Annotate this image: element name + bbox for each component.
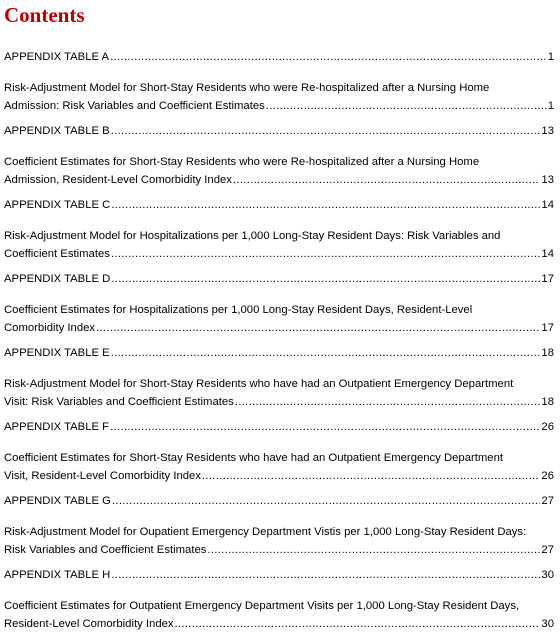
page-number: 18 xyxy=(541,347,554,359)
toc-entry-text: APPENDIX TABLE E xyxy=(4,347,110,359)
toc-entry-row xyxy=(4,393,554,411)
dot-leader xyxy=(111,245,541,263)
toc-entry[interactable] xyxy=(4,301,554,337)
toc-entry-text: Admission: Risk Variables and Coefficient Estimates xyxy=(4,100,265,112)
dot-leader xyxy=(111,270,540,288)
toc-entry[interactable] xyxy=(4,122,554,140)
toc-entry[interactable] xyxy=(4,344,554,362)
toc-entry-text: APPENDIX TABLE A xyxy=(4,51,110,63)
dot-leader xyxy=(110,418,540,436)
toc-entry-text: APPENDIX TABLE D xyxy=(4,273,111,285)
toc-entry[interactable] xyxy=(4,153,554,189)
toc-entry-text: APPENDIX TABLE H xyxy=(4,569,111,581)
toc-entry[interactable] xyxy=(4,79,554,115)
toc-entry-text: Coefficient Estimates for Outpatient Emergency Department Visits per 1,000 Long-Stay Resident Days, xyxy=(4,600,520,612)
page-number: 30 xyxy=(541,569,554,581)
toc-entry-row xyxy=(4,48,554,66)
page-number: 14 xyxy=(541,199,554,211)
toc-entry-row xyxy=(4,270,554,288)
dot-leader xyxy=(111,344,541,362)
toc-entry-row xyxy=(4,196,554,214)
toc-entry-text: APPENDIX TABLE G xyxy=(4,495,111,507)
contents-title: Contents xyxy=(4,3,85,27)
toc-entry-row xyxy=(4,467,554,485)
dot-leader xyxy=(175,615,541,633)
page-number: 27 xyxy=(541,544,554,556)
dot-leader xyxy=(111,196,540,214)
toc-entry-text: Coefficient Estimates for Short-Stay Residents who were Re-hospitalized after a Nursing Home xyxy=(4,156,480,168)
dot-leader xyxy=(110,48,547,66)
toc-entry[interactable] xyxy=(4,270,554,288)
page-number: 1 xyxy=(547,51,554,63)
toc-entry-text: Risk-Adjustment Model for Oupatient Emergency Department Vistis per 1,000 Long-Stay Resident Days: xyxy=(4,526,527,538)
toc-entry[interactable] xyxy=(4,48,554,66)
table-of-contents xyxy=(4,48,554,640)
toc-entry-row xyxy=(4,97,554,115)
toc-entry-row xyxy=(4,171,554,189)
toc-entry-row xyxy=(4,122,554,140)
toc-entry-text: Risk-Adjustment Model for Short-Stay Residents who have had an Outpatient Emergency Department xyxy=(4,378,514,390)
toc-entry-row xyxy=(4,418,554,436)
dot-leader xyxy=(266,97,547,115)
dot-leader xyxy=(207,541,540,559)
toc-entry[interactable] xyxy=(4,375,554,411)
dot-leader xyxy=(111,122,541,140)
page-number: 26 xyxy=(541,470,554,482)
dot-leader xyxy=(233,171,540,189)
toc-entry[interactable] xyxy=(4,196,554,214)
dot-leader xyxy=(235,393,541,411)
toc-entry-text: Risk Variables and Coefficient Estimates xyxy=(4,544,207,556)
toc-entry[interactable] xyxy=(4,227,554,263)
toc-entry[interactable] xyxy=(4,597,554,633)
page-number: 26 xyxy=(541,421,554,433)
toc-entry-text: Visit: Risk Variables and Coefficient Estimates xyxy=(4,396,234,408)
page-number: 27 xyxy=(541,495,554,507)
page-number: 17 xyxy=(541,322,554,334)
toc-entry-row xyxy=(4,319,554,337)
toc-entry-row xyxy=(4,566,554,584)
toc-entry[interactable] xyxy=(4,523,554,559)
page-number: 1 xyxy=(547,100,554,112)
toc-entry-text: Resident-Level Comorbidity Index xyxy=(4,618,174,630)
page-number: 14 xyxy=(541,248,554,260)
toc-entry-text: Risk-Adjustment Model for Hospitalizations per 1,000 Long-Stay Resident Days: Risk Variables and xyxy=(4,230,501,242)
page-number: 30 xyxy=(541,618,554,630)
dot-leader xyxy=(202,467,540,485)
toc-entry-text: Coefficient Estimates for Hospitalizations per 1,000 Long-Stay Resident Days, Resident-Level xyxy=(4,304,473,316)
toc-entry-text: Admission, Resident-Level Comorbidity Index xyxy=(4,174,232,186)
toc-entry-text: APPENDIX TABLE F xyxy=(4,421,110,433)
toc-entry-row xyxy=(4,344,554,362)
dot-leader xyxy=(112,492,540,510)
toc-entry-row xyxy=(4,245,554,263)
toc-entry-text: Comorbidity Index xyxy=(4,322,96,334)
toc-entry[interactable] xyxy=(4,492,554,510)
toc-entry-text: Coefficient Estimates for Short-Stay Residents who have had an Outpatient Emergency Department xyxy=(4,452,503,464)
toc-entry-text: APPENDIX TABLE B xyxy=(4,125,110,137)
toc-entry-row xyxy=(4,492,554,510)
toc-entry-text: Visit, Resident-Level Comorbidity Index xyxy=(4,470,201,482)
page-number: 18 xyxy=(541,396,554,408)
toc-entry[interactable] xyxy=(4,418,554,436)
toc-entry-text: APPENDIX TABLE C xyxy=(4,199,111,211)
page-number: 17 xyxy=(541,273,554,285)
page-number: 13 xyxy=(541,174,554,186)
dot-leader xyxy=(111,566,540,584)
toc-entry-text: Coefficient Estimates xyxy=(4,248,110,260)
toc-entry-row xyxy=(4,615,554,633)
toc-entry[interactable] xyxy=(4,449,554,485)
toc-entry-text: Risk-Adjustment Model for Short-Stay Residents who were Re-hospitalized after a Nursing Home xyxy=(4,82,490,94)
dot-leader xyxy=(96,319,540,337)
toc-entry-row xyxy=(4,541,554,559)
toc-entry[interactable] xyxy=(4,566,554,584)
page-number: 13 xyxy=(541,125,554,137)
